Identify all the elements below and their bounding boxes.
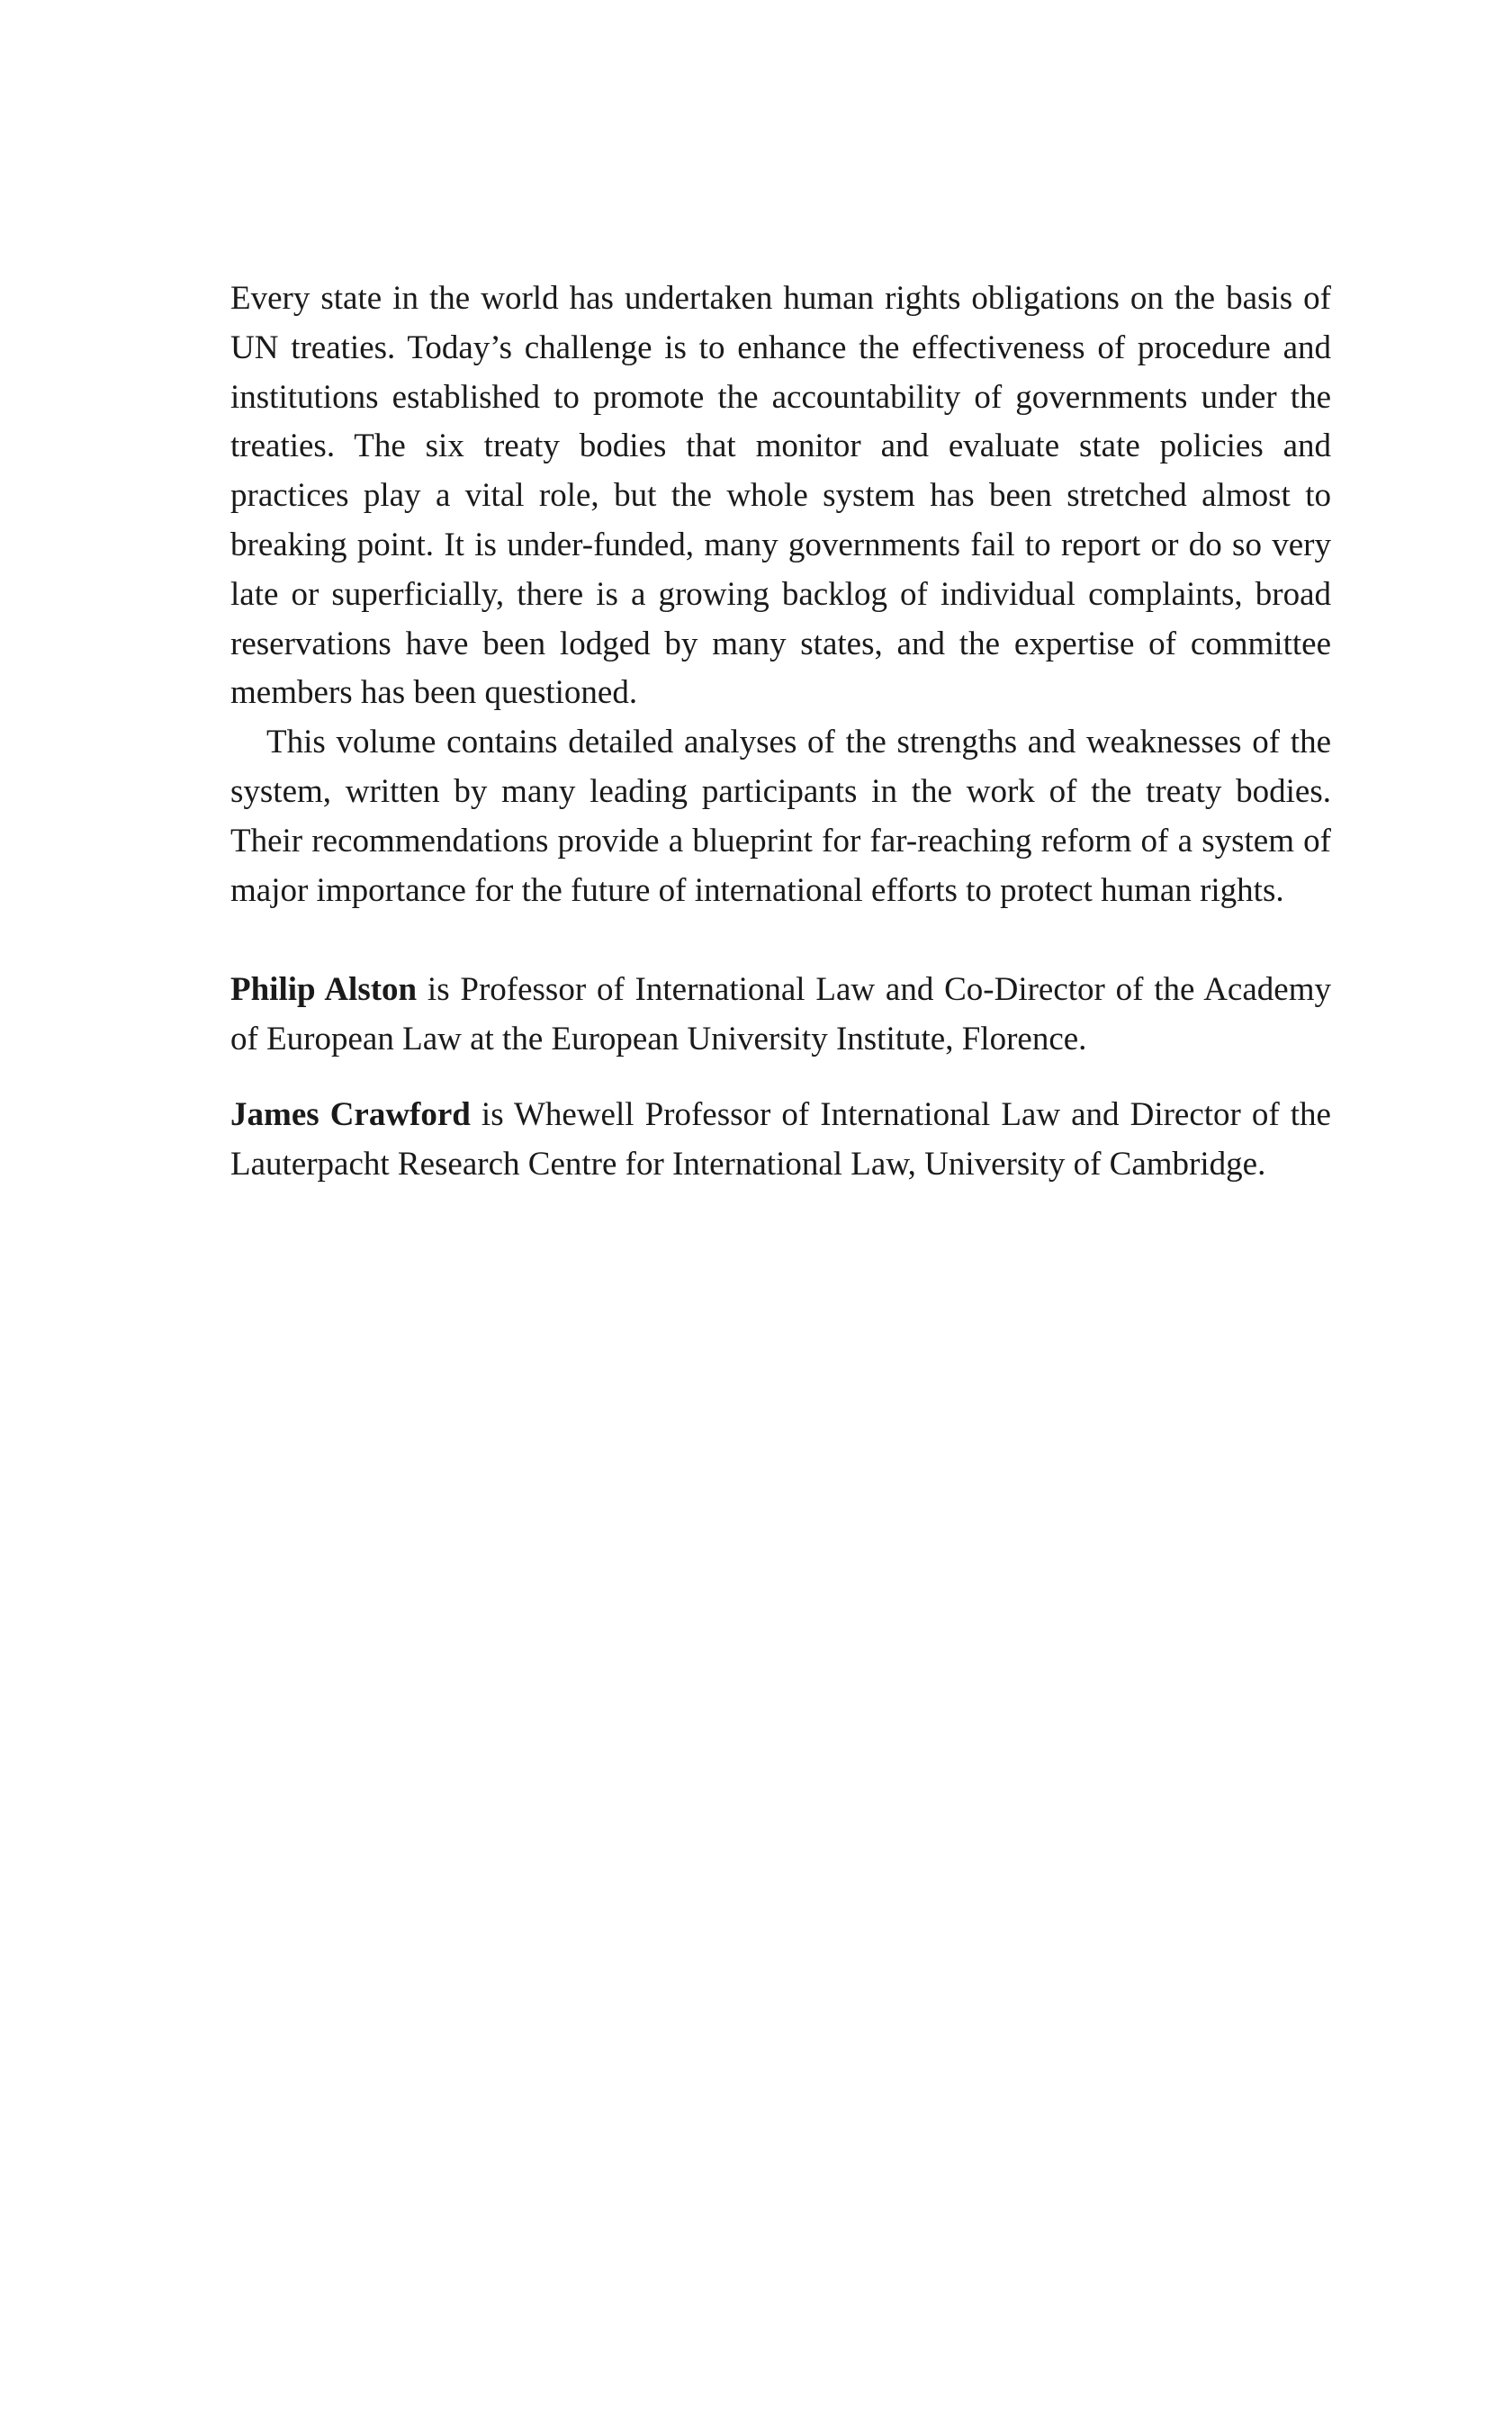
author-bio-alston bbox=[230, 966, 1331, 1065]
bio-spacer bbox=[230, 1065, 1331, 1091]
section-spacer bbox=[230, 915, 1331, 966]
author-name-alston: Philip Alston bbox=[230, 971, 418, 1009]
author-description-alston: is Professor of International Law and Co-Director of the Academy of European Law at the European University Institute, Florence. bbox=[230, 971, 1331, 1058]
author-name-crawford: James Crawford bbox=[230, 1095, 471, 1133]
blurb-paragraph-2: This volume contains detailed analyses of the strengths and weaknesses of the system, written by many leading participants in the work of the treaty bodies. Their recommendations provide a blueprint for far-reaching reform of a system of major importance for the future of international efforts to protect human rights. bbox=[230, 724, 1331, 909]
author-bio-crawford bbox=[230, 1091, 1331, 1190]
blurb-paragraph-1: Every state in the world has undertaken human rights obligations on the basis of UN treaties. Today’s challenge is to enhance the effectiveness of procedure and institutions established to promote the accountability of governments under the treaties. The six treaty bodies that monitor and evaluate state policies and practices play a vital role, but the whole system has been stretched almost to breaking point. It is under-funded, many governments fail to report or do so very late or superficially, there is a growing backlog of individual complaints, broad reservations have been lodged by many states, and the expertise of committee members has been questioned. bbox=[230, 280, 1331, 712]
author-description-crawford: is Whewell Professor of International Law and Director of the Lauterpacht Research Centre for International Law, University of Cambridge. bbox=[230, 1095, 1331, 1183]
book-back-cover-text bbox=[230, 274, 1331, 1190]
